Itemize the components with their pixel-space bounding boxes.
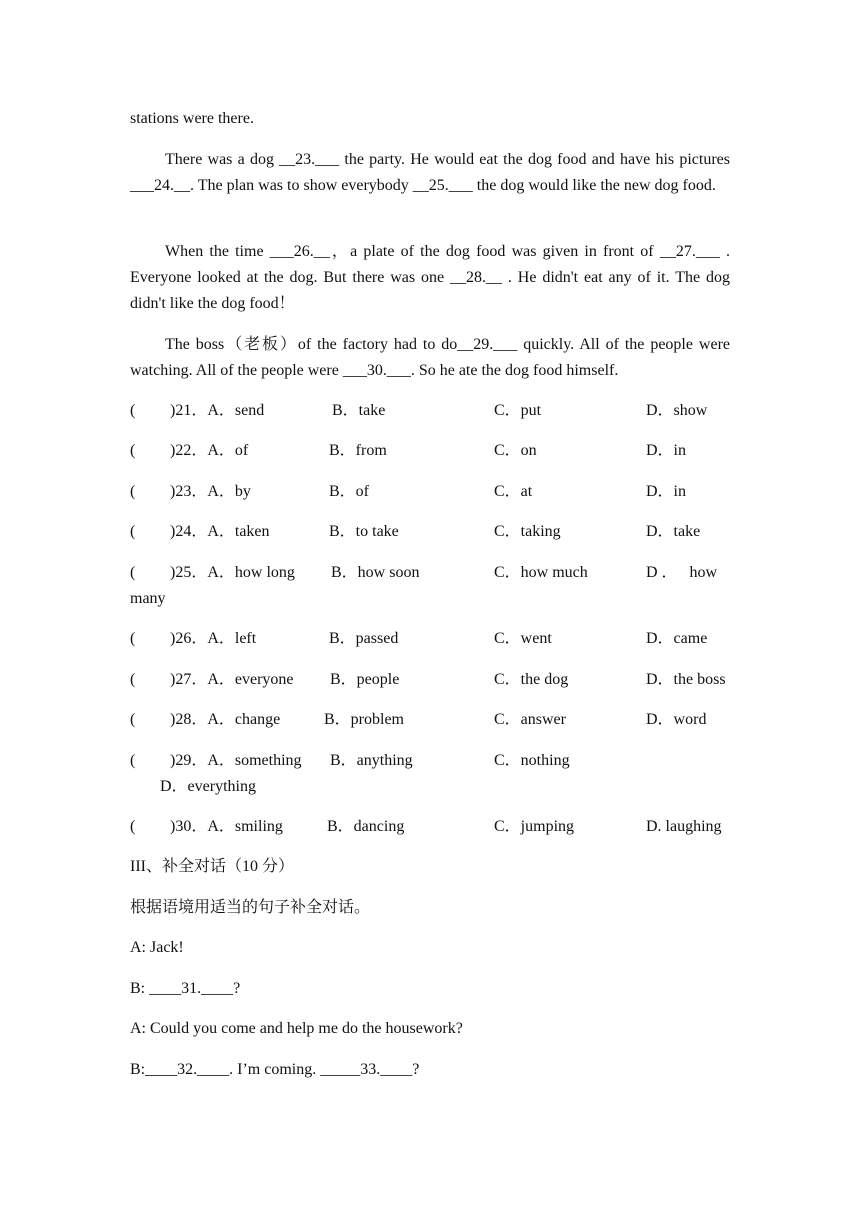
question-row	[130, 748, 730, 774]
option-b: B．from	[329, 442, 387, 459]
option-d: D．in	[646, 483, 687, 500]
question-row	[130, 667, 730, 693]
option-a: )21．A．send	[170, 402, 265, 419]
option-c: C．answer	[494, 711, 566, 728]
dialogue-line: A: Jack!	[130, 939, 184, 956]
answer-blank[interactable]: (	[130, 523, 136, 540]
option-a: )23．A．by	[170, 483, 251, 500]
option-d: D．everything	[160, 778, 256, 795]
option-c: C．taking	[494, 523, 561, 540]
dialogue-line: B:____32.____. I’m coming. _____33.____?	[130, 1061, 420, 1078]
option-d: D．show	[646, 402, 708, 419]
option-a: )27．A．everyone	[170, 671, 294, 688]
option-a: )29．A．something	[170, 752, 302, 769]
option-a: )25．A．how long	[170, 564, 295, 581]
option-d: D．in	[646, 442, 687, 459]
passage-paragraph: The boss（老板）of the factory had to do__29.___ quickly. All of the people were watching. All of the people were ___30.___. So he ate the dog food himself.	[130, 336, 730, 379]
option-c: C．how much	[494, 564, 588, 581]
option-d: D．take	[646, 523, 701, 540]
option-b: B．dancing	[327, 818, 405, 835]
option-d: D ． how	[646, 564, 718, 581]
passage-paragraph: When the time ___26.__，a plate of the dog food was given in front of __27.___ . Everyone looked at the dog. But there was one __28.__ . He didn't eat any of it. The dog didn't like the dog food！	[130, 243, 730, 312]
answer-blank[interactable]: (	[130, 564, 136, 581]
option-b: B．people	[330, 671, 400, 688]
option-c: C．put	[494, 402, 542, 419]
option-b: B．passed	[329, 630, 399, 647]
option-c: C．went	[494, 630, 552, 647]
question-row	[130, 519, 730, 545]
option-a: )28．A．change	[170, 711, 281, 728]
dialogue-line: A: Could you come and help me do the housework?	[130, 1020, 463, 1037]
option-d: D．word	[646, 711, 707, 728]
answer-blank[interactable]: (	[130, 671, 136, 688]
option-a: )26．A．left	[170, 630, 257, 647]
question-row	[130, 560, 730, 586]
option-a: )22．A．of	[170, 442, 249, 459]
question-row	[130, 814, 730, 840]
question-row	[130, 438, 730, 464]
section-heading: III、补全对话（10 分）	[130, 858, 294, 875]
option-d: D．the boss	[646, 671, 726, 688]
option-b: B．of	[329, 483, 370, 500]
dialogue-line: B: ____31.____?	[130, 980, 241, 997]
passage-line: stations were there.	[130, 110, 254, 127]
passage-paragraph: There was a dog __23.___ the party. He would eat the dog food and have his pictures ___24.__. The plan was to show everybody __25.___ the dog would like the new dog food.	[130, 151, 730, 194]
option-c: C．nothing	[494, 752, 570, 769]
answer-blank[interactable]: (	[130, 483, 136, 500]
option-b: B．to take	[329, 523, 399, 540]
section-instruction: 根据语境用适当的句子补全对话。	[130, 899, 371, 916]
option-a: )24．A．taken	[170, 523, 270, 540]
answer-blank[interactable]: (	[130, 711, 136, 728]
option-d: D. laughing	[646, 818, 722, 835]
answer-blank[interactable]: (	[130, 442, 136, 459]
option-b: B．anything	[330, 752, 413, 769]
answer-blank[interactable]: (	[130, 402, 136, 419]
question-row	[130, 626, 730, 652]
option-c: C．jumping	[494, 818, 575, 835]
option-c: C．at	[494, 483, 533, 500]
question-row	[130, 479, 730, 505]
option-c: C．the dog	[494, 671, 569, 688]
option-c: C．on	[494, 442, 537, 459]
option-b: B．problem	[324, 711, 404, 728]
option-d: D．came	[646, 630, 708, 647]
answer-blank[interactable]: (	[130, 630, 136, 647]
answer-blank[interactable]: (	[130, 818, 136, 835]
option-a: )30．A．smiling	[170, 818, 283, 835]
answer-blank[interactable]: (	[130, 752, 136, 769]
option-d-continued: many	[130, 590, 166, 607]
question-row	[130, 707, 730, 733]
question-row	[130, 398, 730, 424]
option-b: B．take	[332, 402, 386, 419]
option-b: B．how soon	[331, 564, 420, 581]
